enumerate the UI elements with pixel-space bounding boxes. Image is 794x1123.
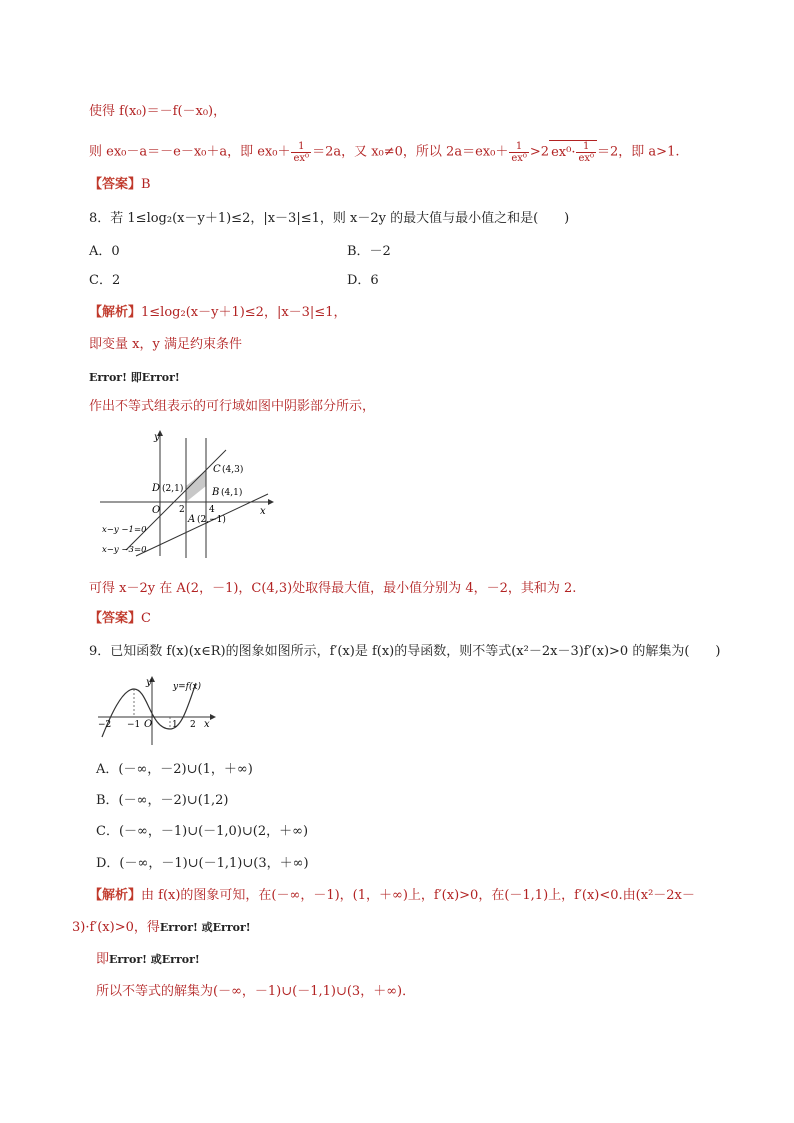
error-text: Error! 或Error! <box>159 921 251 934</box>
tick-1: 1 <box>172 720 178 730</box>
function-label: y=f(x) <box>173 682 202 692</box>
q8-error-line: Error! 即Error! <box>89 371 180 384</box>
q9-option-c: C．(－∞，－1)∪(－1,0)∪(2，＋∞) <box>96 824 309 839</box>
analysis-tag: 【解析】 <box>89 888 142 903</box>
line-eq-2: x−y −3=0 <box>102 545 147 555</box>
q7-line2-part-a: 则 ex₀－a＝－e－x₀＋a，即 ex₀＋ <box>89 144 291 160</box>
point-d-coord: (2,1) <box>162 484 184 494</box>
q8-option-b: B．－2 <box>347 244 391 259</box>
answer-tag: 【答案】 <box>89 611 142 626</box>
x-axis-label: x <box>260 506 266 517</box>
q7-line2-part-b: ＝2a，又 x₀≠0，所以 2a＝ex₀＋ <box>312 144 509 160</box>
q7-answer <box>89 176 151 194</box>
q7-line1: 使得 f(x₀)＝－f(－x₀)， <box>89 104 227 119</box>
q9-option-a: A．(－∞，－2)∪(1，＋∞) <box>96 762 253 777</box>
q9-option-b: B．(－∞，－2)∪(1,2) <box>96 793 229 808</box>
q8-answer <box>89 610 151 628</box>
q9-analysis-line3: 即Error! 或Error! <box>96 952 200 967</box>
q8-stem: 8．若 1≤log₂(x－y＋1)≤2，|x－3|≤1，则 x－2y 的最大值与最小值之和是( ) <box>89 211 570 226</box>
tick-2: 2 <box>190 720 196 730</box>
q8-analysis-line1: 【解析】1≤log₂(x－y＋1)≤2，|x－3|≤1， <box>89 305 347 320</box>
answer-tag: 【答案】 <box>89 177 142 192</box>
tick-2: 2 <box>179 505 185 515</box>
q9-conclusion: 所以不等式的解集为(－∞，－1)∪(－1,1)∪(3，＋∞)． <box>96 984 416 999</box>
error-text: Error! 或Error! <box>109 953 200 966</box>
q8-analysis-line2: 即变量 x，y 满足约束条件 <box>89 337 242 352</box>
answer-value: B <box>141 177 151 192</box>
analysis-tag: 【解析】 <box>89 305 142 320</box>
q8-option-d: D．6 <box>347 273 379 288</box>
q7-line2-part-c: >2 <box>529 144 550 160</box>
point-d-label: D <box>152 483 161 494</box>
y-axis-label: y <box>154 432 160 443</box>
q8-analysis-line3: 作出不等式组表示的可行域如图中阴影部分所示， <box>89 399 376 414</box>
shaded-region <box>186 470 206 502</box>
point-c-coord: (4,3) <box>222 465 244 475</box>
answer-value: C <box>141 611 151 626</box>
point-b-coord: (4,1) <box>221 488 243 498</box>
point-a-coord: (2,−1) <box>197 515 226 525</box>
point-b-label: B <box>212 487 220 498</box>
origin-label: O <box>144 719 153 730</box>
q9-analysis-line1: 【解析】由 f(x)的图象可知，在(－∞，－1)，(1，＋∞)上，f′(x)>0，在(－1,1)上，f′(x)<0.由(x²－2x－ <box>89 888 695 903</box>
q9-stem: 9．已知函数 f(x)(x∈R)的图象如图所示，f′(x)是 f(x)的导函数，则不等式(x²－2x－3)f′(x)>0 的解集为( ) <box>89 644 721 659</box>
line-eq-1: x−y −1=0 <box>102 525 147 535</box>
origin-label: O <box>152 505 161 516</box>
q7-line2-part-d: ＝2，即 a>1. <box>597 144 680 160</box>
q7-fraction-2: $\frac{1}{\text{ex⁰}}$ <box>511 140 527 164</box>
q7-line2 <box>89 140 679 164</box>
q9-function-graph <box>96 675 220 747</box>
tick-neg1: −1 <box>127 720 141 730</box>
tick-4: 4 <box>209 505 215 515</box>
tick-neg2: −2 <box>98 720 112 730</box>
q8-option-c: C．2 <box>89 273 121 288</box>
x-axis-label: x <box>204 719 210 730</box>
point-c-label: C <box>213 464 221 475</box>
point-a-label: A <box>188 514 196 525</box>
q9-analysis-line2: 3)·f′(x)>0，得Error! 或Error! <box>72 920 251 935</box>
q7-fraction-1: $\frac{1}{\text{ex⁰}}$ <box>293 140 310 164</box>
q8-feasible-region-figure <box>96 428 276 560</box>
q7-sqrt: ex⁰· $\frac{1}{\text{ex⁰}}$ <box>549 140 597 164</box>
q8-option-a: A．0 <box>89 244 120 259</box>
y-axis-label: y <box>146 677 152 688</box>
q8-conclusion: 可得 x－2y 在 A(2，－1)，C(4,3)处取得最大值，最小值分别为 4，－2，其和为 2. <box>89 581 577 596</box>
q9-option-d: D．(－∞，－1)∪(－1,1)∪(3，＋∞) <box>96 856 309 871</box>
